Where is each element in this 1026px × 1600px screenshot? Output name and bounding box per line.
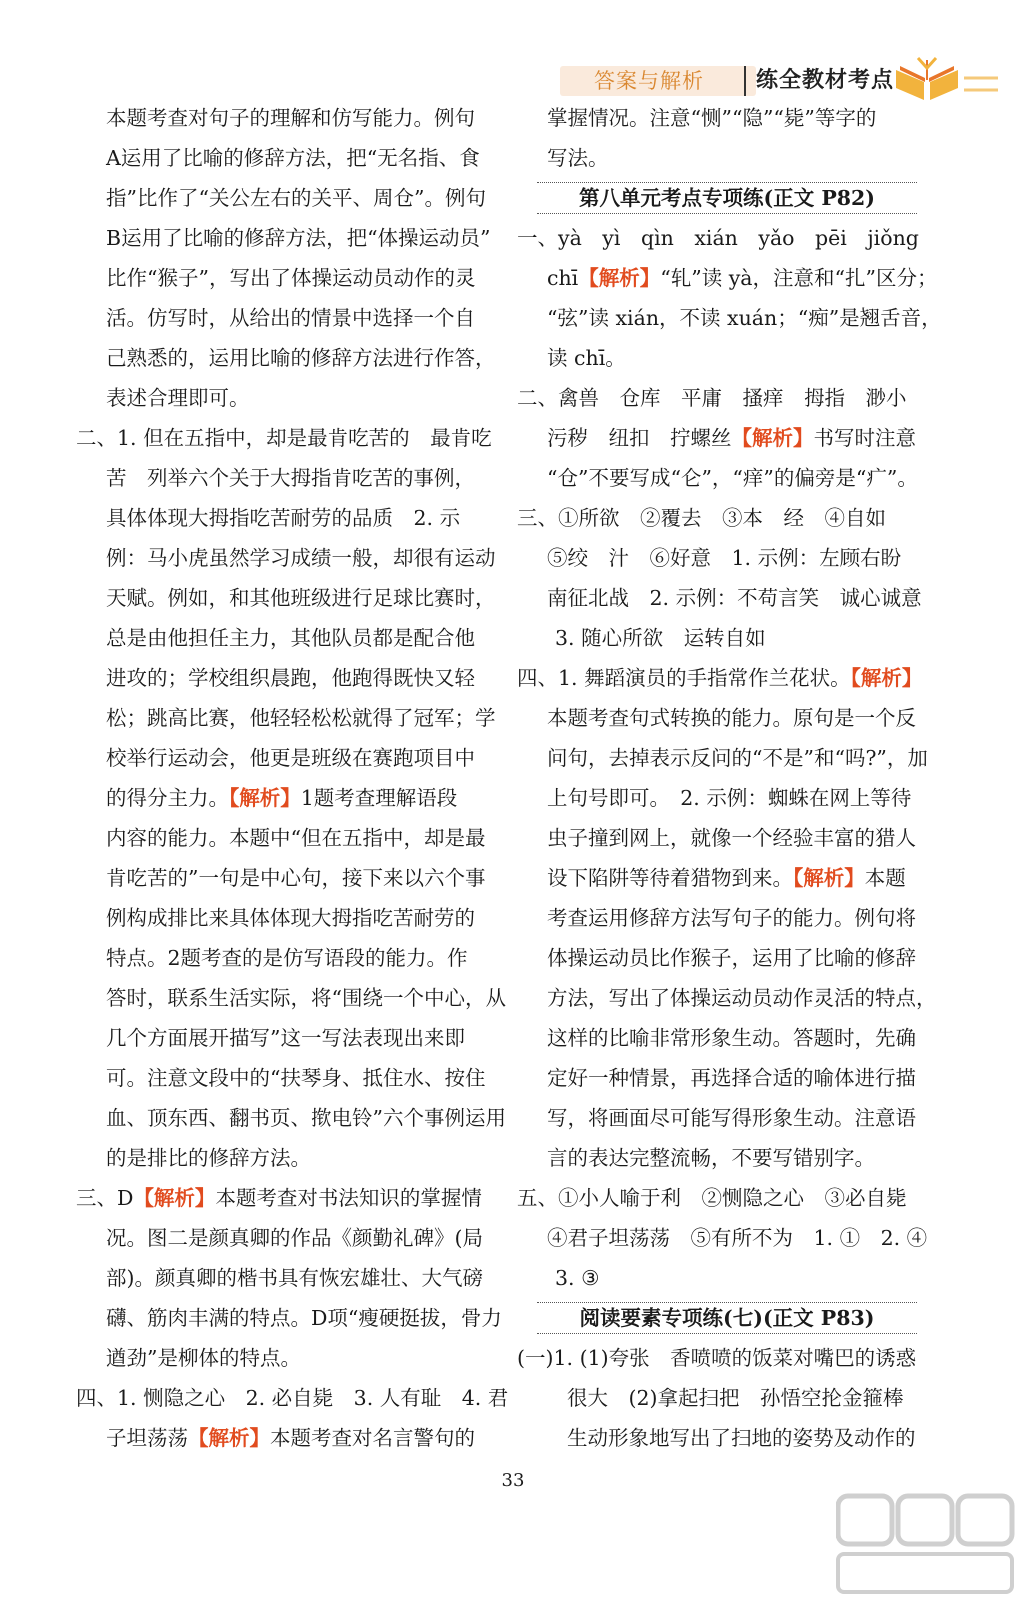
line-text-after: 本题考查对名言警句的 (270, 1426, 475, 1450)
right-column-line (517, 1418, 927, 1458)
line-text: 子坦荡荡 (106, 1426, 188, 1450)
analysis-tag: 【解析】 (578, 266, 661, 290)
line-text: 表述合理即可。 (106, 386, 250, 410)
line-text: 比作“猴子”，写出了体操运动员动作的灵 (106, 266, 476, 290)
analysis-tag: 【解析】 (133, 1186, 216, 1210)
left-column-line (76, 1018, 482, 1058)
line-text: 南征北战 2. 示例：不苟言笑 诚心诚意 (547, 586, 922, 610)
left-column-line (76, 298, 482, 338)
right-column-line (517, 658, 927, 698)
line-text: 松；跳高比赛，他轻轻松松就得了冠军；学 (106, 706, 496, 730)
left-column-line (76, 1218, 482, 1258)
right-column-line (517, 1378, 927, 1418)
right-column-line (517, 898, 927, 938)
line-text: 部)。颜真卿的楷书具有恢宏雄壮、大气磅 (106, 1266, 483, 1290)
line-text: 答时，联系生活实际，将“围绕一个中心，从 (106, 986, 506, 1010)
line-text: (一)1. (1)夸张 香喷喷的饭菜对嘴巴的诱惑 (517, 1346, 917, 1370)
line-text: 内容的能力。本题中“但在五指中，却是最 (106, 826, 486, 850)
line-text: 天赋。例如，和其他班级进行足球比赛时， (106, 586, 496, 610)
line-text: 方法，写出了体操运动员动作灵活的特点， (547, 986, 937, 1010)
line-text: 礴、筋肉丰满的特点。D项“瘦硬挺拔，骨力 (106, 1306, 502, 1330)
line-text: 二、禽兽 仓库 平庸 搔痒 拇指 渺小 (517, 386, 907, 410)
left-column-line (76, 1138, 482, 1178)
right-column-line (517, 98, 927, 138)
right-column-line (517, 1098, 927, 1138)
line-text: 例构成排比来具体体现大拇指吃苦耐劳的 (106, 906, 475, 930)
line-text: 体操运动员比作猴子，运用了比喻的修辞 (547, 946, 916, 970)
left-column-line (76, 418, 492, 458)
line-text: “弦”读 xián，不读 xuán；“痴”是翘舌音， (547, 306, 942, 330)
line-text: 考查运用修辞方法写句子的能力。例句将 (547, 906, 916, 930)
line-text: 具体体现大拇指吃苦耐劳的品质 2. 示 (106, 506, 461, 530)
section-title: 阅读要素专项练(七)(正文 P83) (537, 1298, 917, 1338)
analysis-tag: 【解析】 (850, 666, 923, 690)
right-column-line (517, 1218, 927, 1258)
right-column-line (517, 778, 927, 818)
right-column-line (517, 938, 927, 978)
right-column-line (517, 1178, 927, 1218)
left-column-line (76, 858, 486, 898)
line-text: 问句，去掉表示反问的“不是”和“吗?”，加 (547, 746, 928, 770)
line-text: 况。图二是颜真卿的作品《颜勤礼碑》(局 (106, 1226, 483, 1250)
line-text: 本题考查对句子的理解和仿写能力。例句 (106, 106, 475, 130)
line-text: 生动形象地写出了扫地的姿势及动作的 (567, 1426, 916, 1450)
line-text: B运用了比喻的修辞方法，把“体操运动员” (106, 226, 491, 250)
line-text: 肯吃苦的”一句是中心句，接下来以六个事 (106, 866, 486, 890)
line-text: 言的表达完整流畅，不要写错别字。 (547, 1146, 875, 1170)
right-column-line (517, 578, 927, 618)
left-column-line (76, 1098, 506, 1138)
left-column-line (76, 778, 482, 818)
line-text: 上句号即可。 2. 示例：蜘蛛在网上等待 (547, 786, 912, 810)
left-column-line (76, 1178, 482, 1218)
left-column-line (76, 818, 486, 858)
left-column-line (76, 538, 496, 578)
page-number: 33 (501, 1470, 525, 1491)
right-column-line (517, 498, 927, 538)
line-text: 总是由他担任主力，其他队员都是配合他 (106, 626, 475, 650)
line-text: 四、1. 恻隐之心 2. 必自毙 3. 人有耻 4. 君 (76, 1386, 509, 1410)
line-text: 三、D (76, 1186, 134, 1210)
line-text: 例：马小虎虽然学习成绩一般，却很有运动 (106, 546, 496, 570)
left-column-line (76, 658, 482, 698)
right-column-line (517, 138, 927, 178)
line-text: 3. 随心所欲 运转自如 (555, 626, 766, 650)
line-text: 血、顶东西、翻书页、揿电铃”六个事例运用 (106, 1106, 506, 1130)
line-text: 写法。 (547, 146, 609, 170)
line-text: 指”比作了“关公左右的关平、周仓”。例句 (106, 186, 486, 210)
analysis-tag: 【解析】 (188, 1426, 270, 1450)
line-text: 很大 (2)拿起扫把 孙悟空抡金箍棒 (567, 1386, 904, 1410)
line-text: A运用了比喻的修辞方法，把“无名指、食 (106, 146, 480, 170)
left-column-line (76, 698, 496, 738)
right-column-line (517, 818, 927, 858)
left-column-line (76, 258, 482, 298)
left-column (76, 98, 509, 1458)
left-column-line (76, 1258, 482, 1298)
line-text: “仓”不要写成“仑”，“痒”的偏旁是“疒”。 (547, 466, 918, 490)
right-column-line (517, 418, 927, 458)
header-right-text: 练全教材考点 (756, 67, 895, 93)
line-text: 五、①小人喻于利 ②恻隐之心 ③必自毙 (517, 1186, 907, 1210)
right-column-line (517, 738, 927, 778)
right-column-line (517, 1018, 927, 1058)
watermark-logo-icon (836, 1492, 1016, 1596)
analysis-tag: 【解析】 (229, 786, 301, 810)
right-column-line (517, 338, 927, 378)
line-text: 几个方面展开描写”这一写法表现出来即 (106, 1026, 465, 1050)
left-column-line (76, 138, 482, 178)
right-column (517, 98, 942, 1458)
right-column-line (517, 378, 927, 418)
line-text: 苦 列举六个关于大拇指肯吃苦的事例， (106, 466, 475, 490)
left-column-line (76, 1338, 482, 1378)
left-column-line (76, 1298, 502, 1338)
line-text: 3. ③ (555, 1266, 600, 1290)
left-column-line (76, 618, 482, 658)
line-text: 设下陷阱等待着猎物到来。 (547, 866, 793, 890)
line-text: 写，将画面尽可能写得形象生动。注意语 (547, 1106, 916, 1130)
line-text: 本题考查句式转换的能力。原句是一个反 (547, 706, 916, 730)
header-decoration-icon (962, 72, 1002, 96)
right-column-line (517, 538, 927, 578)
right-column-line (517, 1058, 927, 1098)
right-column-line (517, 258, 938, 298)
line-text-after: 本题 (864, 866, 906, 890)
right-column-line (517, 298, 942, 338)
left-column-line (76, 498, 482, 538)
left-column-line (76, 378, 482, 418)
header-separator (744, 66, 746, 96)
line-text-after: “轧”读 yà，注意和“扎”区分； (660, 266, 938, 290)
line-text: 四、1. 舞蹈演员的手指常作兰花状。 (517, 666, 851, 690)
line-text: 的得分主力。 (106, 786, 229, 810)
line-text-after: 1题考查理解语段 (300, 786, 458, 810)
right-column-line (517, 618, 927, 658)
right-column-line (517, 1138, 927, 1178)
left-column-line (76, 1058, 486, 1098)
line-text: 活。仿写时，从给出的情景中选择一个自 (106, 306, 475, 330)
line-text-after: 书写时注意 (813, 426, 916, 450)
left-column-line (76, 978, 506, 1018)
line-text: 二、1. 但在五指中，却是最肯吃苦的 最肯吃 (76, 426, 492, 450)
line-text: 进攻的；学校组织晨跑，他跑得既快又轻 (106, 666, 475, 690)
left-column-line (76, 178, 486, 218)
right-column-line (517, 458, 927, 498)
line-text: ⑤绞 汁 ⑥好意 1. 示例：左顾右盼 (547, 546, 902, 570)
line-text: 这样的比喻非常形象生动。答题时，先确 (547, 1026, 916, 1050)
line-text: chī (547, 266, 579, 290)
right-column-line (517, 858, 927, 898)
line-text: 的是排比的修辞方法。 (106, 1146, 311, 1170)
page-header (0, 0, 1026, 110)
line-text: 特点。2题考查的是仿写语段的能力。作 (106, 946, 468, 970)
left-column-line (76, 578, 496, 618)
left-column-line (76, 338, 496, 378)
right-column-line (517, 218, 927, 258)
right-column-line (517, 698, 927, 738)
line-text: ④君子坦荡荡 ⑤有所不为 1. ① 2. ④ (547, 1226, 928, 1250)
line-text: 定好一种情景，再选择合适的喻体进行描 (547, 1066, 916, 1090)
analysis-tag: 【解析】 (731, 426, 814, 450)
line-text: 三、①所欲 ②覆去 ③本 经 ④自如 (517, 506, 886, 530)
left-column-line (76, 898, 482, 938)
right-column-line (517, 978, 937, 1018)
left-column-line (76, 1418, 482, 1458)
left-column-line (76, 1378, 509, 1418)
left-column-line (76, 218, 491, 258)
line-text: 校举行运动会，他更是班级在赛跑项目中 (106, 746, 475, 770)
line-text: 掌握情况。注意“恻”“隐”“毙”等字的 (547, 106, 877, 130)
line-text: 己熟悉的，运用比喻的修辞方法进行作答， (106, 346, 496, 370)
line-text: 一、yà yì qìn xián yǎo pēi jiǒng (517, 226, 919, 250)
right-column-line (517, 1258, 927, 1298)
left-column-line (76, 938, 482, 978)
left-column-line (76, 98, 482, 138)
line-text: 虫子撞到网上，就像一个经验丰富的猎人 (547, 826, 916, 850)
left-column-line (76, 738, 482, 778)
left-column-line (76, 458, 482, 498)
line-text: 遒劲”是柳体的特点。 (106, 1346, 301, 1370)
section-title: 第八单元考点专项练(正文 P82) (537, 178, 917, 218)
line-text: 污秽 纽扣 拧螺丝 (547, 426, 732, 450)
right-column-line (517, 1338, 927, 1378)
book-logo-icon (892, 56, 962, 104)
analysis-tag: 【解析】 (793, 866, 865, 890)
line-text: 读 chī。 (547, 346, 626, 370)
line-text-after: 本题考查对书法知识的掌握情 (215, 1186, 482, 1210)
header-left-text: 答案与解析 (594, 69, 704, 93)
line-text: 可。注意文段中的“扶琴身、抵住水、按住 (106, 1066, 486, 1090)
